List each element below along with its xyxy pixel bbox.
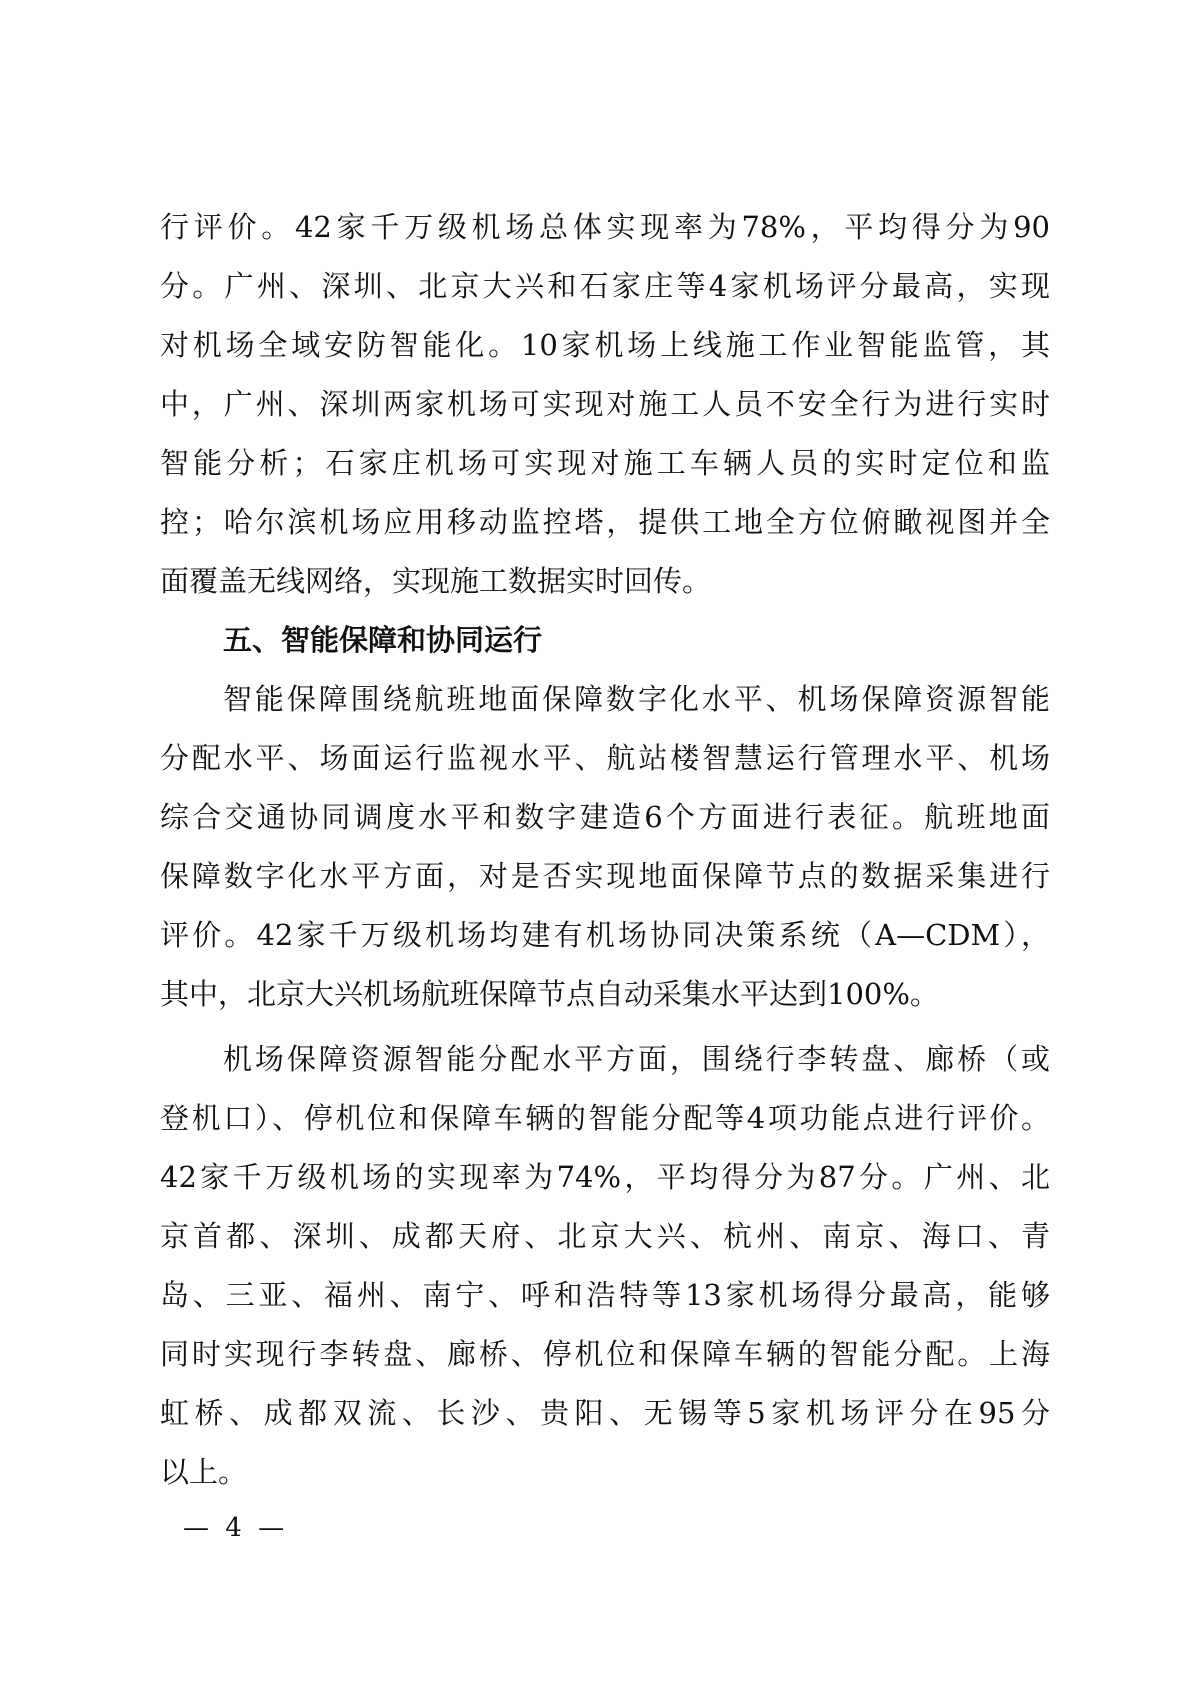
text-line: 以上。 (160, 1455, 248, 1489)
text-line: 行评价。42家千万级机场总体实现率为78%，平均得分为90 (160, 210, 1050, 244)
text-line: 登机口）、停机位和保障车辆的智能分配等4项功能点进行评价。 (160, 1101, 1050, 1135)
text-line: 分。广州、深圳、北京大兴和石家庄等4家机场评分最高，实现 (160, 269, 1050, 303)
text-line: 机场保障资源智能分配水平方面，围绕行李转盘、廊桥（或 (223, 1042, 1050, 1076)
page-number: — 4 — (183, 1513, 289, 1543)
text-line: 面覆盖无线网络，实现施工数据实时回传。 (160, 564, 712, 598)
text-line: 京首都、深圳、成都天府、北京大兴、杭州、南京、海口、青 (160, 1219, 1050, 1253)
paragraph-security-intelligence (160, 198, 1050, 611)
paragraph-resource-allocation (160, 1030, 1050, 1502)
text-line: 42家千万级机场的实现率为74%，平均得分为87分。广州、北 (160, 1160, 1050, 1194)
text-line: 虹桥、成都双流、长沙、贵阳、无锡等5家机场评分在95分 (160, 1396, 1050, 1430)
text-line: 评价。42家千万级机场均建有机场协同决策系统（A—CDM）， (160, 918, 1050, 952)
text-line: 智能分析；石家庄机场可实现对施工车辆人员的实时定位和监 (160, 446, 1050, 480)
text-line: 中，广州、深圳两家机场可实现对施工人员不安全行为进行实时 (160, 387, 1050, 421)
text-line: 保障数字化水平方面，对是否实现地面保障节点的数据采集进行 (160, 859, 1050, 893)
document-body (160, 198, 1050, 1502)
section-heading: 五、智能保障和协同运行 (223, 623, 543, 657)
text-line: 控；哈尔滨机场应用移动监控塔，提供工地全方位俯瞰视图并全 (160, 505, 1050, 539)
text-line: 岛、三亚、福州、南宁、呼和浩特等13家机场得分最高，能够 (160, 1278, 1050, 1312)
text-line: 其中，北京大兴机场航班保障节点自动采集水平达到100%。 (160, 977, 939, 1011)
text-line: 对机场全域安防智能化。10家机场上线施工作业智能监管，其 (160, 328, 1050, 362)
text-line: 综合交通协同调度水平和数字建造6个方面进行表征。航班地面 (160, 800, 1050, 834)
paragraph-smart-support (160, 670, 1050, 1024)
text-line: 分配水平、场面运行监视水平、航站楼智慧运行管理水平、机场 (160, 741, 1050, 775)
text-line: 同时实现行李转盘、廊桥、停机位和保障车辆的智能分配。上海 (160, 1337, 1050, 1371)
text-line: 智能保障围绕航班地面保障数字化水平、机场保障资源智能 (223, 682, 1050, 716)
